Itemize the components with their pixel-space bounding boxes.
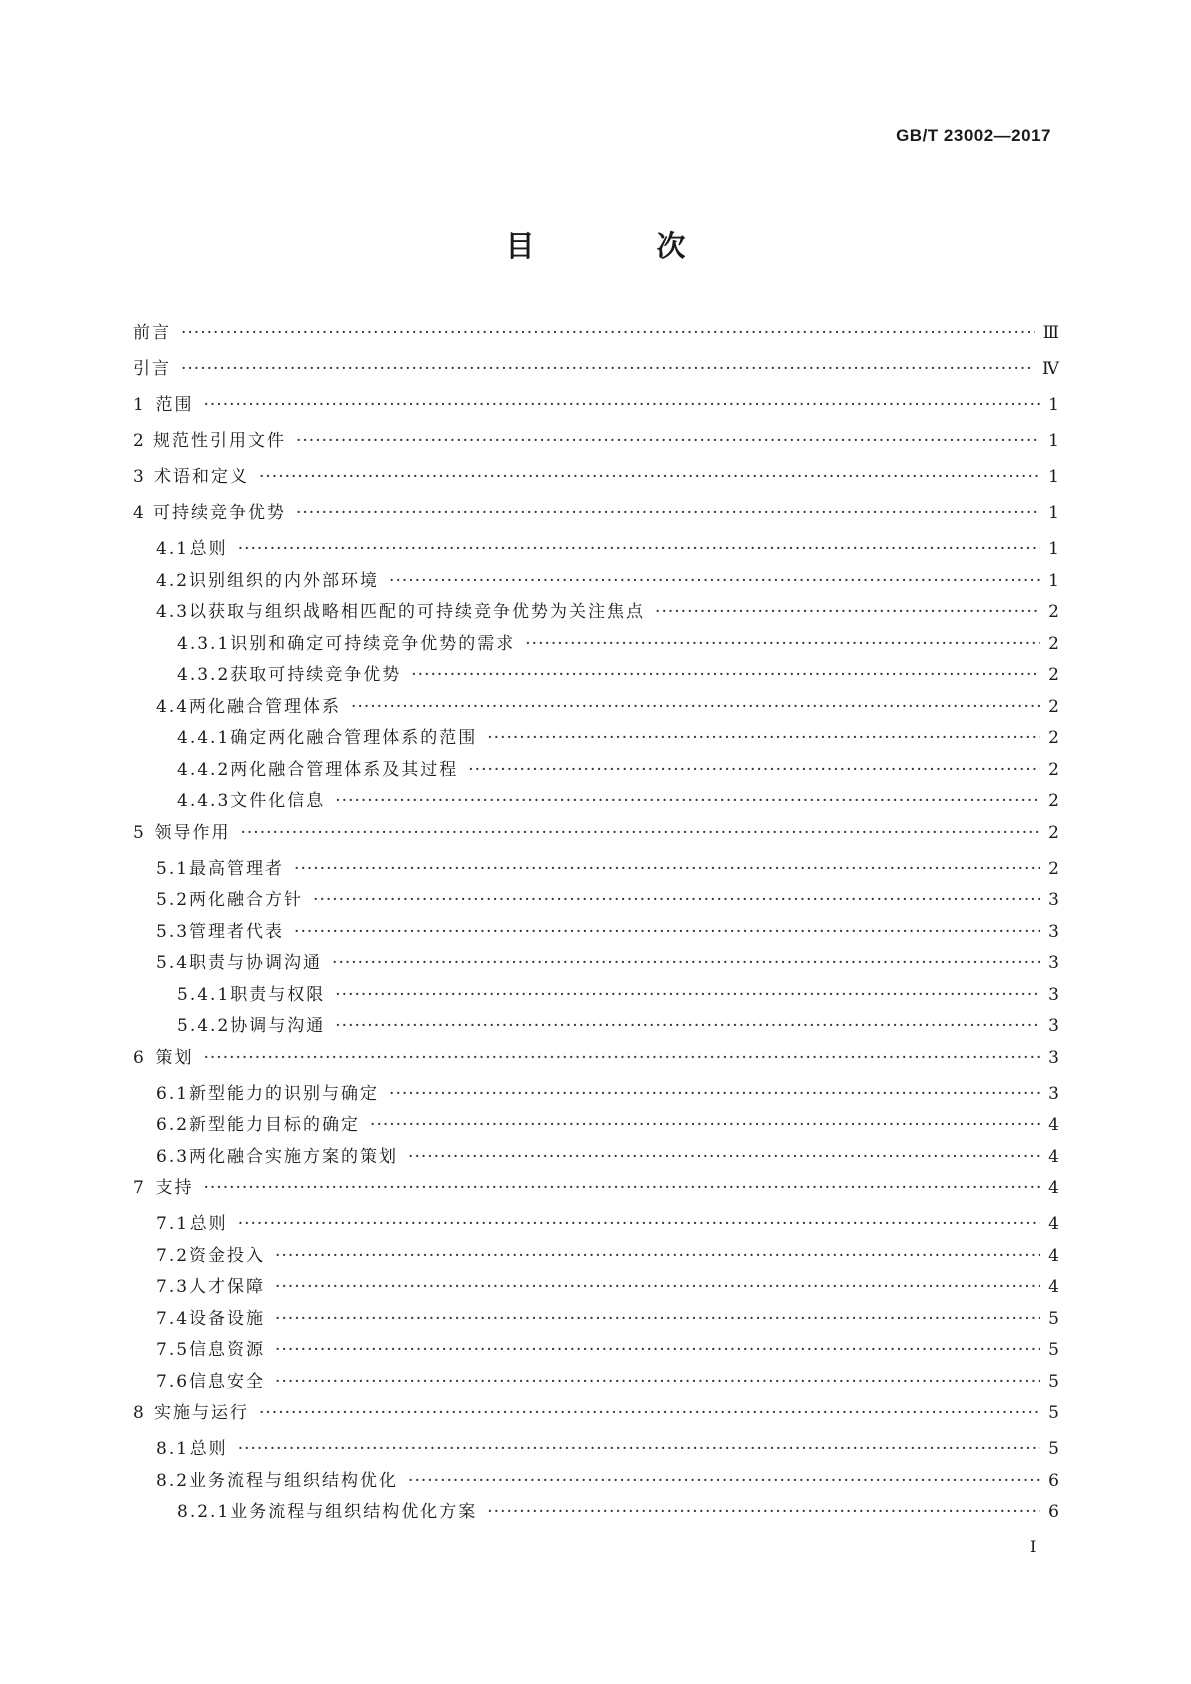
toc-entry-number: 7.5 (156, 1340, 190, 1360)
toc-leader-dots (181, 323, 1035, 343)
toc-entry[interactable] (133, 597, 1059, 629)
toc-entry-number: 6.1 (156, 1083, 190, 1104)
toc-leader-dots (411, 665, 1040, 685)
toc-entry-number: 1 (133, 395, 146, 415)
toc-entry[interactable] (133, 462, 1059, 498)
toc-entry-page: 3 (1048, 1016, 1059, 1036)
toc-entry-page: 6 (1048, 1502, 1059, 1522)
toc-entry-page: 3 (1048, 1083, 1059, 1104)
toc-entry[interactable] (133, 818, 1059, 854)
toc-entry-label: 支持 (155, 1178, 194, 1198)
toc-entry-page: Ⅳ (1042, 359, 1059, 379)
toc-leader-dots (275, 1309, 1040, 1329)
toc-entry[interactable] (133, 1043, 1059, 1079)
toc-leader-dots (294, 859, 1040, 879)
toc-leader-dots (238, 1214, 1040, 1234)
toc-entry-number: 5.4.1 (177, 984, 231, 1005)
toc-entry-page: 1 (1048, 570, 1059, 591)
toc-entry-page: 1 (1048, 503, 1059, 523)
toc-entry-number: 7.3 (156, 1277, 190, 1297)
toc-leader-dots (351, 697, 1040, 717)
toc-entry-label: 信息安全 (189, 1371, 266, 1392)
toc-entry-number: 3 (133, 467, 146, 487)
toc-entry[interactable] (133, 917, 1059, 949)
toc-entry[interactable] (133, 1173, 1059, 1209)
toc-entry[interactable] (133, 1466, 1059, 1498)
toc-leader-dots (203, 395, 1040, 415)
toc-leader-dots (238, 539, 1040, 559)
toc-entry-number: 5.2 (156, 890, 190, 910)
table-of-contents (133, 318, 1059, 1529)
toc-entry-label: 文件化信息 (230, 791, 326, 811)
toc-leader-dots (487, 728, 1040, 748)
toc-entry-number: 6 (133, 1047, 146, 1068)
toc-entry-page: 2 (1048, 633, 1059, 654)
toc-leader-dots (203, 1178, 1040, 1198)
toc-leader-dots (275, 1340, 1040, 1360)
toc-entry-label: 职责与协调沟通 (189, 953, 323, 973)
toc-entry-number: 5 (133, 822, 146, 843)
toc-entry-number: 4.4.2 (177, 759, 231, 780)
toc-entry-page: 3 (1048, 890, 1059, 910)
toc-leader-dots (655, 602, 1040, 622)
toc-entry-page: 5 (1048, 1340, 1059, 1360)
toc-entry-label: 信息资源 (189, 1340, 266, 1360)
toc-entry-page: 4 (1048, 1178, 1059, 1198)
toc-entry-number: 7.2 (156, 1245, 190, 1266)
toc-entry[interactable] (133, 1335, 1059, 1367)
toc-entry-label: 规范性引用文件 (153, 431, 286, 451)
toc-entry-number: 5.4.2 (177, 1016, 231, 1036)
toc-entry[interactable] (133, 1367, 1059, 1399)
toc-leader-dots (275, 1277, 1040, 1297)
toc-entry-label: 实施与运行 (153, 1403, 249, 1423)
toc-entry-label: 两化融合实施方案的策划 (189, 1146, 399, 1167)
toc-entry-label: 总则 (189, 1214, 228, 1234)
toc-leader-dots (335, 1016, 1040, 1036)
toc-entry-label: 领导作用 (154, 822, 231, 843)
toc-entry-page: 4 (1048, 1277, 1059, 1297)
toc-entry-page: 3 (1048, 953, 1059, 973)
toc-leader-dots (296, 503, 1040, 523)
toc-leader-dots (389, 1084, 1040, 1104)
toc-entry[interactable] (133, 1241, 1059, 1273)
toc-leader-dots (203, 1048, 1040, 1068)
toc-entry-page: 2 (1048, 822, 1059, 843)
toc-leader-dots (389, 571, 1040, 591)
toc-entry-page: 2 (1048, 759, 1059, 780)
toc-entry-label: 引言 (133, 359, 171, 379)
toc-leader-dots (259, 467, 1040, 487)
toc-entry[interactable] (133, 1142, 1059, 1174)
toc-entry-label: 新型能力的识别与确定 (189, 1083, 380, 1104)
toc-entry-page: 2 (1048, 665, 1059, 685)
toc-entry-number: 7.6 (156, 1371, 190, 1392)
toc-entry[interactable] (133, 498, 1059, 534)
toc-leader-dots (408, 1147, 1040, 1167)
toc-entry-page: 5 (1048, 1439, 1059, 1459)
toc-entry-label: 最高管理者 (189, 858, 285, 879)
toc-entry[interactable] (133, 980, 1059, 1012)
toc-entry[interactable] (133, 723, 1059, 755)
toc-leader-dots (275, 1372, 1040, 1392)
toc-entry-page: 3 (1048, 984, 1059, 1005)
toc-entry-label: 两化融合管理体系及其过程 (230, 759, 459, 780)
toc-entry-page: 1 (1048, 467, 1059, 487)
toc-entry[interactable] (133, 390, 1059, 426)
toc-entry[interactable] (133, 1110, 1059, 1142)
toc-entry-label: 策划 (155, 1047, 194, 1068)
toc-entry-number: 4.4 (156, 696, 190, 717)
toc-entry[interactable] (133, 629, 1059, 661)
toc-entry-label: 总则 (189, 1439, 228, 1459)
toc-entry-number: 8.2 (156, 1470, 190, 1491)
toc-leader-dots (294, 922, 1040, 942)
toc-entry-number: 8.2.1 (177, 1502, 231, 1522)
toc-entry-label: 获取可持续竞争优势 (230, 665, 402, 685)
toc-entry-number: 8 (133, 1403, 146, 1423)
toc-entry-page: 4 (1048, 1115, 1059, 1135)
toc-entry-number: 6.3 (156, 1146, 190, 1167)
toc-entry-page: 6 (1048, 1470, 1059, 1491)
toc-leader-dots (181, 359, 1034, 379)
toc-entry-label: 两化融合方针 (189, 890, 304, 910)
toc-entry-page: 3 (1048, 1047, 1059, 1068)
toc-entry-page: 4 (1048, 1214, 1059, 1234)
toc-entry-page: 5 (1048, 1371, 1059, 1392)
toc-entry[interactable] (133, 1079, 1059, 1111)
toc-leader-dots (296, 431, 1040, 451)
toc-leader-dots (313, 890, 1040, 910)
toc-leader-dots (370, 1115, 1040, 1135)
toc-entry-label: 前言 (133, 323, 171, 343)
toc-entry-number: 4.1 (156, 539, 190, 559)
toc-entry[interactable] (133, 854, 1059, 886)
toc-entry-label: 总则 (189, 539, 228, 559)
toc-entry[interactable] (133, 692, 1059, 724)
toc-entry-label: 识别和确定可持续竞争优势的需求 (230, 633, 516, 654)
toc-entry-page: 5 (1048, 1403, 1059, 1423)
toc-entry[interactable] (133, 354, 1059, 390)
toc-entry-label: 职责与权限 (230, 984, 326, 1005)
toc-entry-page: 1 (1048, 431, 1059, 451)
toc-entry-number: 4.4.1 (177, 728, 231, 748)
toc-entry-page: 2 (1048, 602, 1059, 622)
toc-entry-page: 3 (1048, 921, 1059, 942)
toc-entry-label: 协调与沟通 (230, 1016, 326, 1036)
toc-entry-number: 4.4.3 (177, 791, 231, 811)
toc-leader-dots (468, 760, 1040, 780)
toc-entry-label: 两化融合管理体系 (189, 696, 342, 717)
toc-entry-number: 4.2 (156, 570, 190, 591)
toc-leader-dots (335, 985, 1040, 1005)
toc-entry[interactable] (133, 1209, 1059, 1241)
toc-entry[interactable] (133, 534, 1059, 566)
toc-entry-page: Ⅲ (1042, 323, 1059, 343)
toc-entry-page: 2 (1048, 696, 1059, 717)
toc-entry-label: 设备设施 (189, 1308, 266, 1329)
toc-entry-number: 7.1 (156, 1214, 190, 1234)
toc-entry[interactable] (133, 318, 1059, 354)
toc-entry[interactable] (133, 1011, 1059, 1043)
toc-entry-number: 4.3.1 (177, 633, 231, 654)
toc-entry[interactable] (133, 566, 1059, 598)
toc-entry-label: 确定两化融合管理体系的范围 (230, 728, 478, 748)
toc-entry-label: 以获取与组织战略相匹配的可持续竞争优势为关注焦点 (189, 602, 646, 622)
toc-entry-number: 5.1 (156, 858, 190, 879)
footer-page-number: I (1030, 1537, 1037, 1556)
toc-entry-label: 新型能力目标的确定 (189, 1115, 361, 1135)
toc-entry-page: 2 (1048, 728, 1059, 748)
toc-entry-number: 4.3.2 (177, 665, 231, 685)
toc-entry-number: 4 (133, 503, 146, 523)
toc-entry-page: 1 (1048, 539, 1059, 559)
toc-leader-dots (259, 1403, 1040, 1423)
toc-entry-number: 4.3 (156, 602, 190, 622)
toc-entry[interactable] (133, 755, 1059, 787)
toc-entry[interactable] (133, 426, 1059, 462)
toc-entry[interactable] (133, 885, 1059, 917)
toc-entry-label: 人才保障 (189, 1277, 266, 1297)
toc-entry-label: 可持续竞争优势 (153, 503, 286, 523)
toc-entry-label: 业务流程与组织结构优化方案 (230, 1502, 478, 1522)
toc-entry[interactable] (133, 1272, 1059, 1304)
toc-leader-dots (275, 1246, 1040, 1266)
toc-entry-number: 8.1 (156, 1439, 190, 1459)
toc-entry-page: 1 (1048, 395, 1059, 415)
toc-entry-label: 范围 (155, 395, 194, 415)
toc-entry-label: 术语和定义 (153, 467, 249, 487)
toc-leader-dots (525, 634, 1040, 654)
toc-entry-number: 5.3 (156, 921, 190, 942)
toc-entry-label: 资金投入 (189, 1245, 266, 1266)
toc-leader-dots (335, 791, 1040, 811)
toc-entry-label: 业务流程与组织结构优化 (189, 1470, 399, 1491)
toc-entry-number: 5.4 (156, 953, 190, 973)
toc-entry-number: 7 (133, 1178, 146, 1198)
toc-entry[interactable] (133, 1497, 1059, 1529)
toc-entry-page: 2 (1048, 858, 1059, 879)
toc-leader-dots (332, 953, 1040, 973)
toc-leader-dots (487, 1502, 1040, 1522)
toc-leader-dots (408, 1471, 1040, 1491)
toc-entry-label: 管理者代表 (189, 921, 285, 942)
standard-code: GB/T 23002—2017 (896, 126, 1051, 145)
page-title: 目 次 (505, 229, 742, 263)
toc-entry-page: 4 (1048, 1245, 1059, 1266)
toc-entry[interactable] (133, 1398, 1059, 1434)
toc-entry-number: 6.2 (156, 1115, 190, 1135)
toc-entry-number: 2 (133, 431, 146, 451)
toc-leader-dots (238, 1439, 1040, 1459)
toc-entry-label: 识别组织的内外部环境 (189, 570, 380, 591)
toc-entry[interactable] (133, 1434, 1059, 1466)
toc-entry-number: 7.4 (156, 1308, 190, 1329)
toc-entry[interactable] (133, 948, 1059, 980)
toc-entry[interactable] (133, 1304, 1059, 1336)
toc-leader-dots (240, 823, 1040, 843)
toc-entry-page: 4 (1048, 1146, 1059, 1167)
toc-entry-page: 2 (1048, 791, 1059, 811)
toc-entry[interactable] (133, 660, 1059, 692)
toc-entry[interactable] (133, 786, 1059, 818)
toc-entry-page: 5 (1048, 1308, 1059, 1329)
